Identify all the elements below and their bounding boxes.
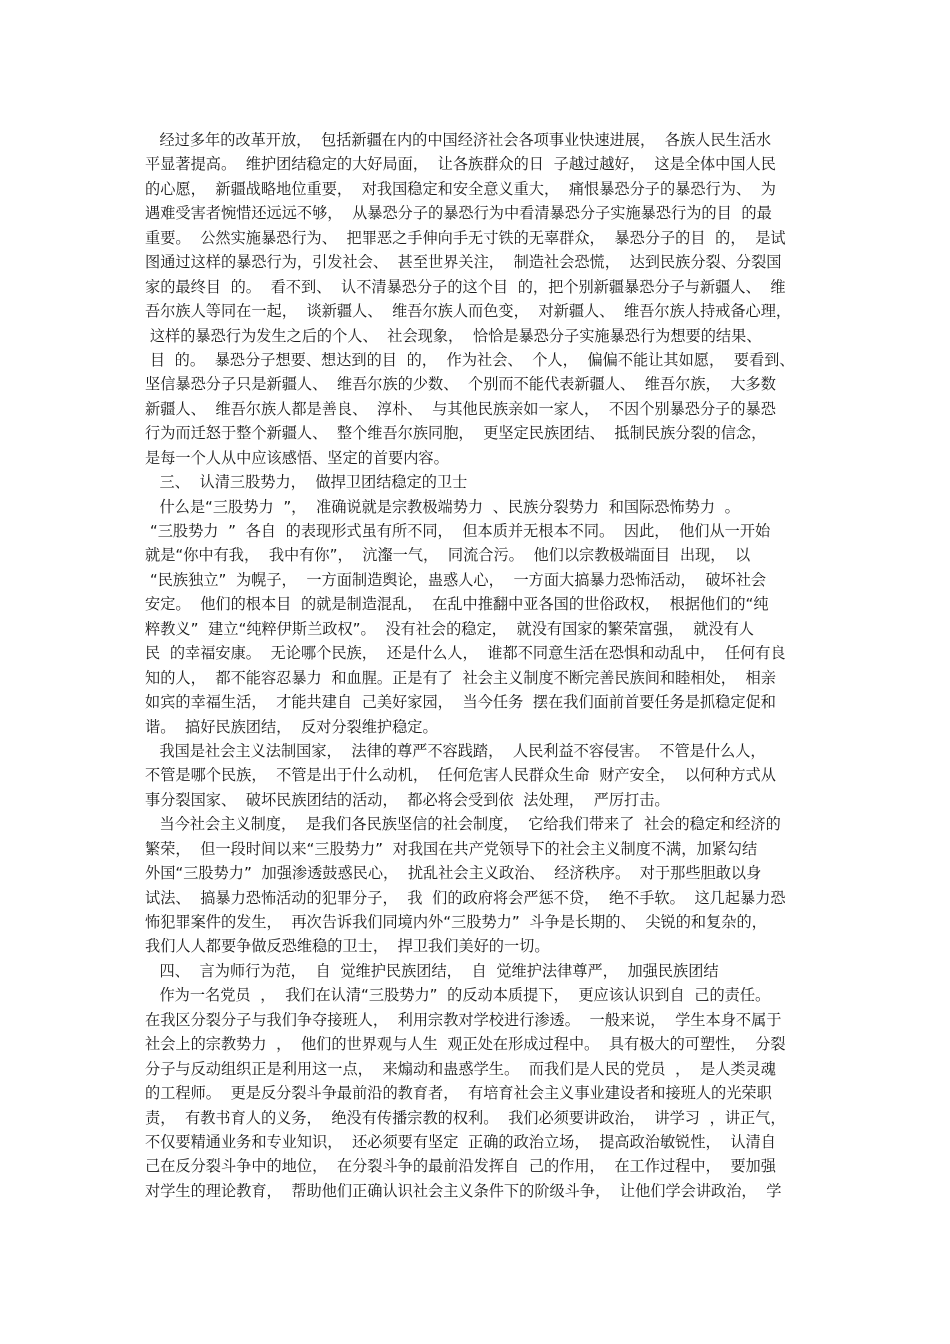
text-line: 己在反分裂斗争中的地位， 在分裂斗争的最前沿发挥自 己的作用， 在工作过程中， 要加强 [145,1157,776,1176]
text-line: 试法、 搞暴力恐怖活动的犯罪分子， 我 们的政府将会严惩不贷， 绝不手软。 这几起暴力恐 [145,888,786,907]
text-line: 图通过这样的暴恐行为，引发社会、 甚至世界关注， 制造社会恐慌， 达到民族分裂、分裂国 [145,253,782,272]
text-line: 对学生的理论教育， 帮助他们正确认识社会主义条件下的阶级斗争， 让他们学会讲政治， 学 [145,1181,782,1200]
text-line: 在我区分裂分子与我们争夺接班人， 利用宗教对学校进行渗透。 一般来说， 学生本身不属于 [145,1010,782,1029]
text-line: 繁荣， 但一段时间以来“三股势力” 对我国在共产党领导下的社会主义制度不满，加紧勾结 [145,839,758,858]
text-line: 安定。 他们的根本目 的就是制造混乱， 在乱中推翻中亚各国的世俗政权， 根据他们的“纯 [145,595,769,614]
text-line: 我们人人都要争做反恐维稳的卫士， 捍卫我们美好的一切。 [145,937,550,956]
text-line: 事分裂国家、 破坏民族团结的活动， 都必将会受到依 法处理， 严厉打击。 [145,790,670,809]
text-line: 分子与反动组织正是利用这一点， 来煽动和蛊惑学生。 而我们是人民的党员 ， 是人类灵魂 [145,1059,776,1078]
text-line: 如宾的幸福生活， 才能共建自 己美好家园， 当今任务 摆在我们面前首要任务是抓稳定促和 [145,693,776,712]
text-line: 的心愿， 新疆战略地位重要， 对我国稳定和安全意义重大， 痛恨暴恐分子的暴恐行为、 为 [145,179,776,198]
text-line: 不仅要精通业务和专业知识， 还必须要有坚定 正确的政治立场， 提高政治敏锐性， 认清自 [145,1132,776,1151]
text-line: 就是“你中有我， 我中有你”， 沆瀣一气， 同流合污。 他们以宗教极端面目 出现， 以 [145,546,751,565]
section-heading: 四、 言为师行为范， 自 觉维护民族团结， 自 觉维护法律尊严， 加强民族团结 [145,961,719,980]
text-line: 行为而迁怒于整个新疆人、 整个维吾尔族同胞， 更坚定民族团结、 抵制民族分裂的信念， [145,424,767,443]
text-line: 社会上的宗教势力 ， 他们的世界观与人生 观正处在形成过程中。 具有极大的可塑性， 分裂 [145,1035,786,1054]
text-line: 坚信暴恐分子只是新疆人、 维吾尔族的少数、 个别而不能代表新疆人、 维吾尔族， 大多数 [145,375,776,394]
body-text [145,128,810,1203]
text-line: 遇难受害者惋惜还远远不够， 从暴恐分子的暴恐行为中看清暴恐分子实施暴恐行为的目 的最 [145,204,772,223]
text-line: 目 的。 暴恐分子想要、想达到的目 的， 作为社会、 个人， 偏偏不能让其如愿， 要看到、 [145,350,795,369]
text-line: 当今社会主义制度， 是我们各民族坚信的社会制度， 它给我们带来了 社会的稳定和经济的 [145,815,781,834]
text-line: 我国是社会主义法制国家， 法律的尊严不容践踏， 人民利益不容侵害。 不管是什么人， [145,741,766,760]
text-line: 怖犯罪案件的发生， 再次告诉我们同境内外“三股势力” 斗争是长期的、 尖锐的和复杂的， [145,913,767,931]
text-line: 是每一个人从中应该感悟、坚定的首要内容。 [145,448,449,467]
text-line: 不管是哪个民族， 不管是出于什么动机， 任何危害人民群众生命 财产安全， 以何种方式从 [145,766,776,785]
text-line: 责， 有教书育人的义务， 绝没有传播宗教的权利。 我们必须要讲政治， 讲学习 ，讲正气， [145,1108,786,1127]
text-line: “民族独立” 为幌子， 一方面制造舆论，蛊惑人心， 一方面大搞暴力恐怖活动， 破坏社会 [145,570,767,589]
text-line: 民 的幸福安康。 无论哪个民族， 还是什么人， 谁都不同意生活在恐惧和动乱中， 任何有良 [145,644,786,663]
text-line: 家的最终目 的。 看不到、 认不清暴恐分子的这个目 的，把个别新疆暴恐分子与新疆人、 维 [145,277,786,296]
text-line: 粹教义” 建立“纯粹伊斯兰政权”。 没有社会的稳定， 就没有国家的繁荣富强， 就没有人 [145,619,754,638]
text-line: 的工程师。 更是反分裂斗争最前沿的教育者， 有培育社会主义事业建设者和接班人的光荣职 [145,1084,772,1103]
text-line: 新疆人、 维吾尔族人都是善良、 淳朴、 与其他民族亲如一家人， 不因个别暴恐分子的暴恐 [145,399,776,418]
text-line: 外国“三股势力” 加强渗透鼓惑民心， 扰乱社会主义政治、 经济秩序。 对于那些胆敢以身 [145,864,762,883]
text-line: “三股势力 ” 各自 的表现形式虽有所不同， 但本质并无根本不同。 因此， 他们从一开始 [145,522,771,540]
text-line: 平显著提高。 维护团结稳定的大好局面， 让各族群众的日 子越过越好， 这是全体中国人民 [145,155,776,174]
text-line: 知的人， 都不能容忍暴力 和血腥。正是有了 社会主义制度不断完善民族间和睦相处， 相亲 [145,668,776,687]
text-line: 吾尔族人等同在一起， 谈新疆人、 维吾尔族人而色变， 对新疆人、 维吾尔族人持戒备心理， [145,302,792,321]
section-heading: 三、 认清三股势力， 做捍卫团结稳定的卫士 [145,473,468,492]
text-line: 什么是“三股势力 ”， 准确说就是宗教极端势力 、民族分裂势力 和国际恐怖势力 。 [145,497,740,516]
text-line: 这样的暴恐行为发生之后的个人、 社会现象， 恰恰是暴恐分子实施暴恐行为想要的结果、 [145,326,762,345]
text-line: 作为一名党员 ， 我们在认清“三股势力” 的反动本质提下， 更应该认识到自 己的责任。 [145,986,771,1005]
text-line: 重要。 公然实施暴恐行为、 把罪恶之手伸向手无寸铁的无辜群众， 暴恐分子的目 的， 是试 [145,228,786,247]
text-line: 经过多年的改革开放， 包括新疆在内的中国经济社会各项事业快速进展， 各族人民生活水 [145,131,772,149]
text-line: 谐。 搞好民族团结， 反对分裂维护稳定。 [145,717,438,736]
